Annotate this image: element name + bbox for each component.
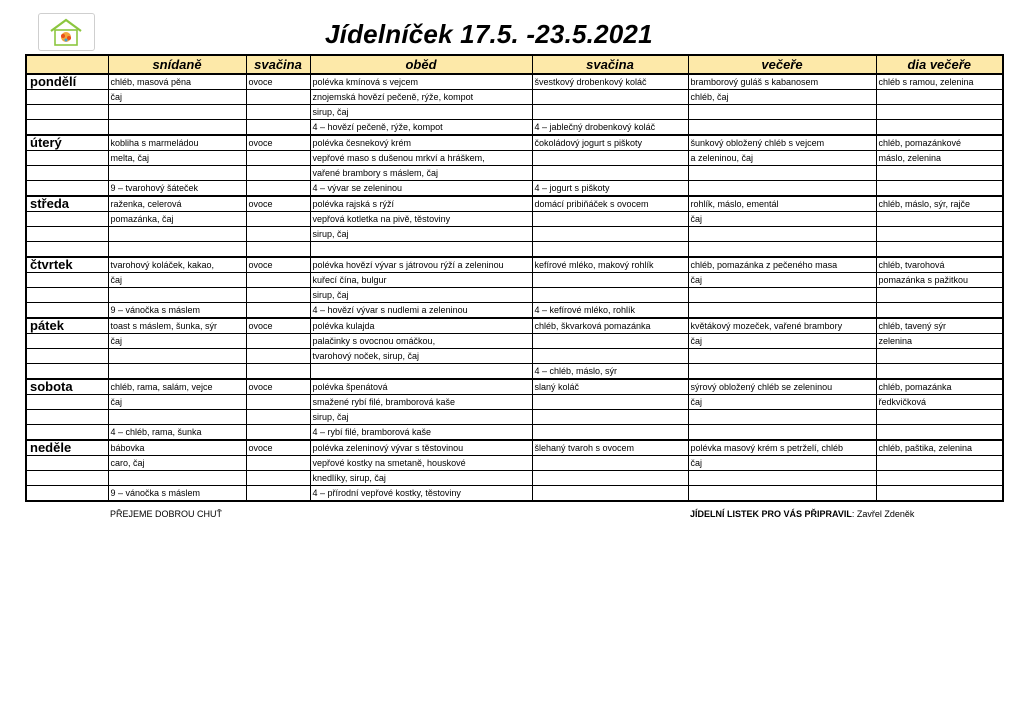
table-row — [26, 105, 1003, 120]
menu-cell — [532, 166, 688, 181]
menu-cell — [532, 471, 688, 486]
table-row — [26, 425, 1003, 441]
menu-cell — [108, 242, 246, 258]
menu-cell — [876, 364, 1003, 380]
day-cell-empty — [26, 471, 108, 486]
menu-cell: 4 – jogurt s piškoty — [532, 181, 688, 197]
footer-greeting: PŘEJEME DOBROU CHUŤ — [110, 509, 223, 519]
menu-cell — [876, 471, 1003, 486]
header-snack-morning: svačina — [246, 55, 310, 74]
day-cell-empty — [26, 120, 108, 136]
table-row — [26, 288, 1003, 303]
menu-cell — [688, 471, 876, 486]
day-label: středa — [26, 196, 108, 212]
menu-cell — [688, 105, 876, 120]
menu-cell: bábovka — [108, 440, 246, 456]
menu-cell: 4 – kefírové mléko, rohlík — [532, 303, 688, 319]
menu-cell: čaj — [108, 395, 246, 410]
day-cell-empty — [26, 181, 108, 197]
menu-cell: čaj — [688, 456, 876, 471]
menu-cell — [876, 410, 1003, 425]
day-cell-empty — [26, 486, 108, 502]
menu-cell: sirup, čaj — [310, 410, 532, 425]
menu-cell — [688, 364, 876, 380]
table-row — [26, 257, 1003, 273]
menu-cell: tvarohový noček, sirup, čaj — [310, 349, 532, 364]
menu-cell: kobliha s marmeládou — [108, 135, 246, 151]
menu-cell: ovoce — [246, 318, 310, 334]
menu-cell: chléb, škvarková pomazánka — [532, 318, 688, 334]
menu-cell — [876, 120, 1003, 136]
header-row — [26, 55, 1003, 74]
menu-cell: polévka zeleninový vývar s těstovinou — [310, 440, 532, 456]
menu-cell: čokoládový jogurt s piškoty — [532, 135, 688, 151]
table-row — [26, 135, 1003, 151]
menu-cell: chléb, pomazánka z pečeného masa — [688, 257, 876, 273]
header-dinner: večeře — [688, 55, 876, 74]
menu-cell — [532, 486, 688, 502]
day-cell-empty — [26, 105, 108, 120]
house-logo-icon — [38, 13, 95, 51]
menu-cell: 4 – hovězí pečeně, rýže, kompot — [310, 120, 532, 136]
day-cell-empty — [26, 410, 108, 425]
menu-cell: znojemská hovězí pečeně, rýže, kompot — [310, 90, 532, 105]
menu-cell: 9 – vánočka s máslem — [108, 303, 246, 319]
menu-cell: švestkový drobenkový koláč — [532, 74, 688, 90]
menu-cell — [876, 90, 1003, 105]
menu-cell — [108, 166, 246, 181]
menu-cell: vepřová kotletka na pivě, těstoviny — [310, 212, 532, 227]
menu-cell: 4 – přírodní vepřové kostky, těstoviny — [310, 486, 532, 502]
menu-cell — [246, 166, 310, 181]
menu-cell — [876, 288, 1003, 303]
menu-cell: čaj — [688, 212, 876, 227]
menu-cell — [108, 364, 246, 380]
menu-cell — [108, 105, 246, 120]
menu-cell — [876, 303, 1003, 319]
table-row — [26, 90, 1003, 105]
footer-author-name: : Zavřel Zdeněk — [851, 509, 915, 519]
table-row — [26, 486, 1003, 502]
menu-cell — [246, 120, 310, 136]
day-label: čtvrtek — [26, 257, 108, 273]
menu-cell: 4 – vývar se zeleninou — [310, 181, 532, 197]
menu-cell — [688, 425, 876, 441]
menu-cell: polévka kulajda — [310, 318, 532, 334]
menu-cell: ovoce — [246, 440, 310, 456]
day-cell-empty — [26, 349, 108, 364]
menu-cell: chléb, pomazánkové — [876, 135, 1003, 151]
menu-cell: toast s máslem, šunka, sýr — [108, 318, 246, 334]
table-row — [26, 334, 1003, 349]
table-row — [26, 74, 1003, 90]
menu-cell — [876, 166, 1003, 181]
table-row — [26, 410, 1003, 425]
menu-cell — [876, 486, 1003, 502]
menu-cell — [310, 242, 532, 258]
menu-cell — [688, 166, 876, 181]
menu-cell: kefírové mléko, makový rohlík — [532, 257, 688, 273]
menu-cell: palačinky s ovocnou omáčkou, — [310, 334, 532, 349]
menu-cell — [876, 105, 1003, 120]
menu-cell — [688, 486, 876, 502]
menu-cell: chléb, tavený sýr — [876, 318, 1003, 334]
menu-cell: 4 – chléb, rama, šunka — [108, 425, 246, 441]
table-row — [26, 379, 1003, 395]
menu-cell — [246, 288, 310, 303]
day-cell-empty — [26, 212, 108, 227]
menu-cell: sýrový obložený chléb se zeleninou — [688, 379, 876, 395]
menu-cell: čaj — [108, 334, 246, 349]
table-row — [26, 471, 1003, 486]
table-row — [26, 364, 1003, 380]
menu-cell — [246, 303, 310, 319]
menu-cell — [876, 425, 1003, 441]
menu-cell: ovoce — [246, 74, 310, 90]
menu-cell — [876, 349, 1003, 364]
menu-cell: a zeleninou, čaj — [688, 151, 876, 166]
menu-cell — [688, 410, 876, 425]
day-cell-empty — [26, 456, 108, 471]
day-cell-empty — [26, 303, 108, 319]
menu-cell: kuřecí čína, bulgur — [310, 273, 532, 288]
menu-table — [25, 54, 1004, 502]
menu-cell: chléb, masová pěna — [108, 74, 246, 90]
menu-cell: ovoce — [246, 196, 310, 212]
menu-cell — [246, 90, 310, 105]
header-day — [26, 55, 108, 74]
table-row — [26, 318, 1003, 334]
footer-author — [690, 509, 914, 519]
menu-cell: polévka rajská s rýží — [310, 196, 532, 212]
menu-cell: 4 – chléb, máslo, sýr — [532, 364, 688, 380]
menu-cell: chléb, máslo, sýr, rajče — [876, 196, 1003, 212]
menu-cell: vařené brambory s máslem, čaj — [310, 166, 532, 181]
menu-cell: čaj — [108, 273, 246, 288]
menu-cell — [876, 242, 1003, 258]
day-label: neděle — [26, 440, 108, 456]
menu-cell — [246, 227, 310, 242]
menu-cell — [688, 120, 876, 136]
menu-cell — [532, 410, 688, 425]
menu-cell — [532, 288, 688, 303]
menu-cell — [246, 364, 310, 380]
menu-cell — [532, 227, 688, 242]
menu-cell: polévka kmínová s vejcem — [310, 74, 532, 90]
menu-cell: šlehaný tvaroh s ovocem — [532, 440, 688, 456]
menu-cell — [688, 242, 876, 258]
menu-cell — [108, 227, 246, 242]
menu-cell — [876, 181, 1003, 197]
table-row — [26, 440, 1003, 456]
menu-cell — [532, 273, 688, 288]
menu-cell: zelenina — [876, 334, 1003, 349]
table-row — [26, 212, 1003, 227]
menu-cell — [310, 364, 532, 380]
menu-cell — [532, 151, 688, 166]
menu-cell — [532, 90, 688, 105]
table-row — [26, 242, 1003, 258]
menu-cell: chléb, paštika, zelenina — [876, 440, 1003, 456]
menu-cell — [876, 212, 1003, 227]
day-cell-empty — [26, 334, 108, 349]
menu-cell — [246, 395, 310, 410]
menu-cell: chléb, rama, salám, vejce — [108, 379, 246, 395]
menu-cell — [532, 105, 688, 120]
page-title: Jídelníček 17.5. -23.5.2021 — [325, 19, 653, 49]
menu-cell: čaj — [688, 334, 876, 349]
header-dia-dinner: dia večeře — [876, 55, 1003, 74]
menu-cell: šunkový obložený chléb s vejcem — [688, 135, 876, 151]
menu-cell — [246, 181, 310, 197]
menu-cell: polévka česnekový krém — [310, 135, 532, 151]
menu-cell — [532, 349, 688, 364]
menu-cell — [532, 242, 688, 258]
menu-cell: raženka, celerová — [108, 196, 246, 212]
day-cell-empty — [26, 151, 108, 166]
table-row — [26, 227, 1003, 242]
table-row — [26, 196, 1003, 212]
menu-cell — [246, 410, 310, 425]
menu-cell: polévka špenátová — [310, 379, 532, 395]
menu-cell: knedlíky, sirup, čaj — [310, 471, 532, 486]
menu-cell — [688, 303, 876, 319]
menu-cell: smažené rybí filé, bramborová kaše — [310, 395, 532, 410]
menu-cell — [246, 486, 310, 502]
menu-cell — [246, 273, 310, 288]
menu-cell — [688, 181, 876, 197]
menu-cell: čaj — [688, 395, 876, 410]
table-row — [26, 395, 1003, 410]
menu-cell: 4 – jablečný drobenkový koláč — [532, 120, 688, 136]
header-lunch: oběd — [310, 55, 532, 74]
menu-cell: polévka masový krém s petrželí, chléb — [688, 440, 876, 456]
table-row — [26, 456, 1003, 471]
day-cell-empty — [26, 166, 108, 181]
menu-cell — [246, 105, 310, 120]
menu-cell — [246, 349, 310, 364]
menu-cell: chléb s ramou, zelenina — [876, 74, 1003, 90]
menu-cell: čaj — [108, 90, 246, 105]
menu-cell — [246, 456, 310, 471]
menu-cell — [108, 349, 246, 364]
menu-cell: polévka hovězí vývar s játrovou rýží a zeleninou — [310, 257, 532, 273]
day-cell-empty — [26, 227, 108, 242]
menu-cell — [108, 288, 246, 303]
menu-cell: vepřové maso s dušenou mrkví a hráškem, — [310, 151, 532, 166]
menu-cell — [246, 242, 310, 258]
menu-cell: vepřové kostky na smetaně, houskové — [310, 456, 532, 471]
menu-cell: rohlík, máslo, ementál — [688, 196, 876, 212]
menu-cell — [246, 334, 310, 349]
header-snack-afternoon: svačina — [532, 55, 688, 74]
day-cell-empty — [26, 425, 108, 441]
day-cell-empty — [26, 364, 108, 380]
menu-cell — [688, 227, 876, 242]
menu-cell: 4 – rybí filé, bramborová kaše — [310, 425, 532, 441]
menu-cell: ovoce — [246, 257, 310, 273]
table-row — [26, 181, 1003, 197]
table-row — [26, 273, 1003, 288]
menu-cell: caro, čaj — [108, 456, 246, 471]
menu-cell: 9 – tvarohový šáteček — [108, 181, 246, 197]
menu-cell: sirup, čaj — [310, 288, 532, 303]
menu-cell: slaný koláč — [532, 379, 688, 395]
menu-cell — [688, 288, 876, 303]
day-cell-empty — [26, 90, 108, 105]
menu-cell — [532, 334, 688, 349]
menu-cell — [246, 471, 310, 486]
menu-cell: domácí pribiňáček s ovocem — [532, 196, 688, 212]
menu-cell — [532, 395, 688, 410]
table-row — [26, 120, 1003, 136]
menu-cell — [246, 425, 310, 441]
menu-cell: sirup, čaj — [310, 227, 532, 242]
menu-cell: sirup, čaj — [310, 105, 532, 120]
day-cell-empty — [26, 395, 108, 410]
menu-cell: pomazánka s pažitkou — [876, 273, 1003, 288]
day-label: pátek — [26, 318, 108, 334]
day-cell-empty — [26, 288, 108, 303]
menu-cell — [108, 410, 246, 425]
table-row — [26, 166, 1003, 181]
footer-author-label: JÍDELNÍ LISTEK PRO VÁS PŘIPRAVIL — [690, 509, 852, 519]
menu-cell: melta, čaj — [108, 151, 246, 166]
menu-cell: tvarohový koláček, kakao, — [108, 257, 246, 273]
day-label: úterý — [26, 135, 108, 151]
menu-cell — [532, 425, 688, 441]
menu-cell: chléb, tvarohová — [876, 257, 1003, 273]
menu-cell: chléb, pomazánka — [876, 379, 1003, 395]
menu-cell — [246, 212, 310, 227]
menu-cell: bramborový guláš s kabanosem — [688, 74, 876, 90]
menu-cell: pomazánka, čaj — [108, 212, 246, 227]
menu-cell: 4 – hovězí vývar s nudlemi a zeleninou — [310, 303, 532, 319]
menu-cell: ovoce — [246, 135, 310, 151]
menu-cell — [246, 151, 310, 166]
menu-cell — [108, 471, 246, 486]
menu-cell — [876, 456, 1003, 471]
menu-cell: květákový mozeček, vařené brambory — [688, 318, 876, 334]
day-cell-empty — [26, 242, 108, 258]
day-label: sobota — [26, 379, 108, 395]
menu-cell — [108, 120, 246, 136]
menu-cell: ředkvičková — [876, 395, 1003, 410]
table-row — [26, 349, 1003, 364]
menu-cell: 9 – vánočka s máslem — [108, 486, 246, 502]
menu-cell: ovoce — [246, 379, 310, 395]
menu-cell: čaj — [688, 273, 876, 288]
table-row — [26, 151, 1003, 166]
day-cell-empty — [26, 273, 108, 288]
header-breakfast: snídaně — [108, 55, 246, 74]
table-row — [26, 303, 1003, 319]
menu-cell — [532, 212, 688, 227]
menu-cell: máslo, zelenina — [876, 151, 1003, 166]
menu-cell — [876, 227, 1003, 242]
menu-cell — [532, 456, 688, 471]
menu-cell: chléb, čaj — [688, 90, 876, 105]
menu-cell — [688, 349, 876, 364]
day-label: pondělí — [26, 74, 108, 90]
